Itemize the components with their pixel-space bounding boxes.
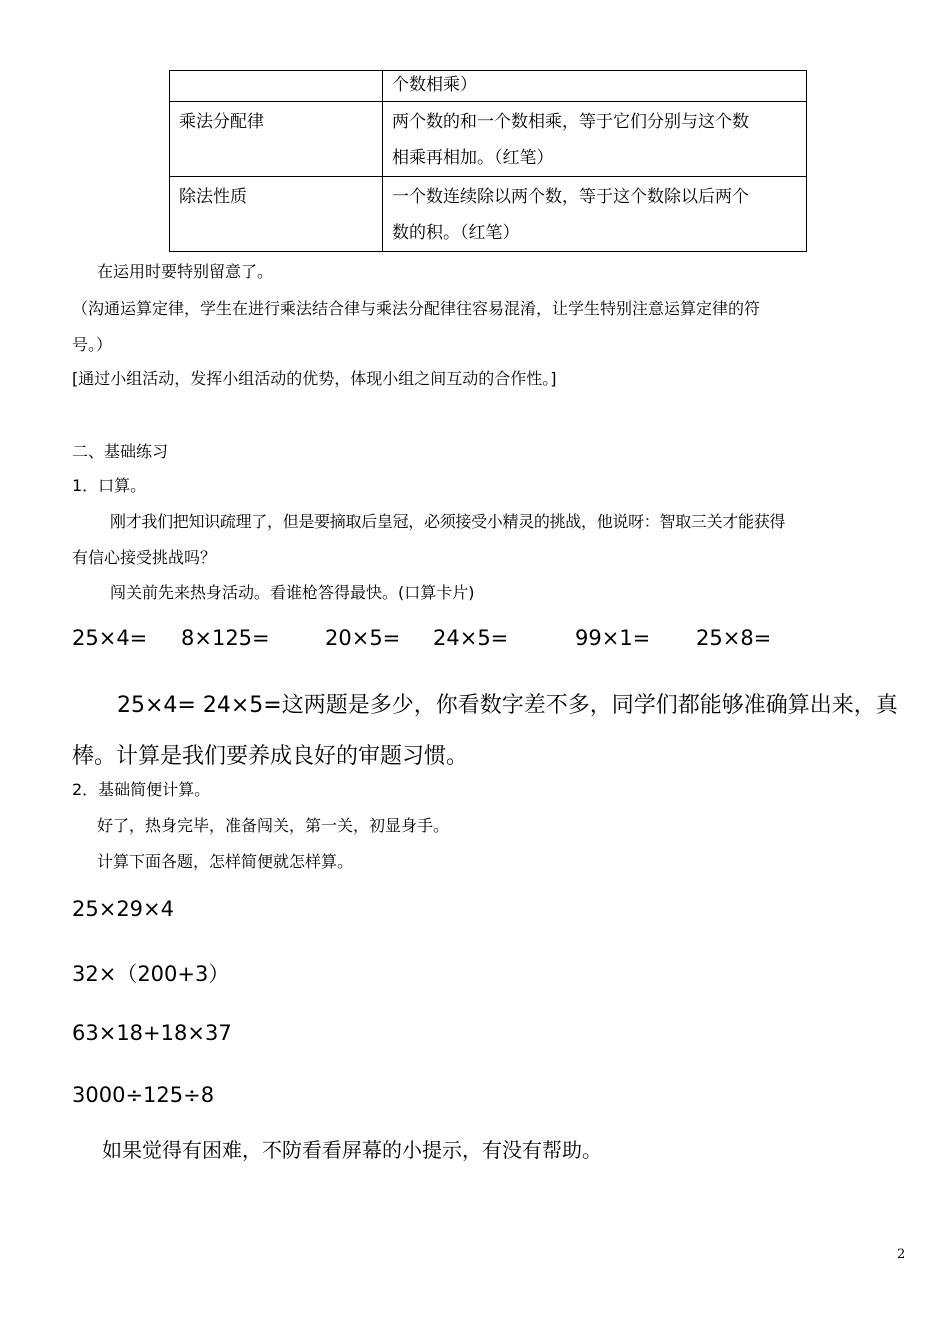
instruction-line: 计算下面各题，怎样简便就怎样算。 [97,852,354,871]
careful-note: 在运用时要特别留意了。 [97,262,274,281]
table-row [170,102,807,177]
warmup-line: 闯关前先来热身活动。看谁枪答得最快。(口算卡片) [110,583,475,602]
mental-math-item: 24×5= [433,626,509,650]
law-description-cell: 两个数的和一个数相乘，等于它们分别与这个数 相乘再相加。（红笔） [383,102,807,177]
mental-math-item: 25×8= [696,626,772,650]
law-name-cell: 乘法分配律 [170,102,383,177]
teaching-note-line2: 号。） [72,335,113,354]
mental-math-item: 20×5= [325,626,401,650]
mental-math-row [0,626,950,656]
intro-line1: 刚才我们把知识疏理了，但是要摘取后皇冠，必须接受小精灵的挑战，他说呀：智取三关才能获得 [110,512,786,531]
comment-line2: 棒。计算是我们要养成良好的审题习惯。 [72,744,469,769]
comment-line1: 25×4= 24×5=这两题是多少，你看数字差不多，同学们都能够准确算出来，真 [117,693,898,718]
warm-done-line: 好了，热身完毕，准备闯关，第一关，初显身手。 [97,816,450,835]
section-heading: 二、基础练习 [72,442,169,461]
hint-line: 如果觉得有困难，不防看看屏幕的小提示，有没有帮助。 [102,1138,602,1162]
law-name-cell: 除法性质 [170,177,383,252]
law-description-cell: 一个数连续除以两个数，等于这个数除以后两个 数的积。（红笔） [383,177,807,252]
teaching-note-line1: （沟通运算定律，学生在进行乘法结合律与乘法分配律往容易混淆，让学生特别注意运算定律的符 [72,299,761,318]
calc-problem: 63×18+18×37 [72,1021,232,1045]
mental-math-item: 25×4= [72,626,148,650]
intro-line2: 有信心接受挑战吗？ [72,548,217,567]
law-name-cell [170,71,383,102]
table-row [170,177,807,252]
page-number: 2 [897,1247,906,1262]
mental-math-item: 99×1= [575,626,651,650]
operation-laws-table [169,70,807,252]
calc-problem: 3000÷125÷8 [72,1083,215,1107]
mental-math-item: 8×125= [181,626,270,650]
calc-problem: 25×29×4 [72,897,174,921]
group-activity-note: [通过小组活动，发挥小组活动的优势，体现小组之间互动的合作性。] [72,369,557,388]
calc-problem: 32×（200+3） [72,962,230,986]
law-description-cell: 个数相乘） [383,71,807,102]
item-simple-calc: 2．基础简便计算。 [72,780,211,799]
table-row [170,71,807,102]
item-mental-math: 1．口算。 [72,476,147,495]
